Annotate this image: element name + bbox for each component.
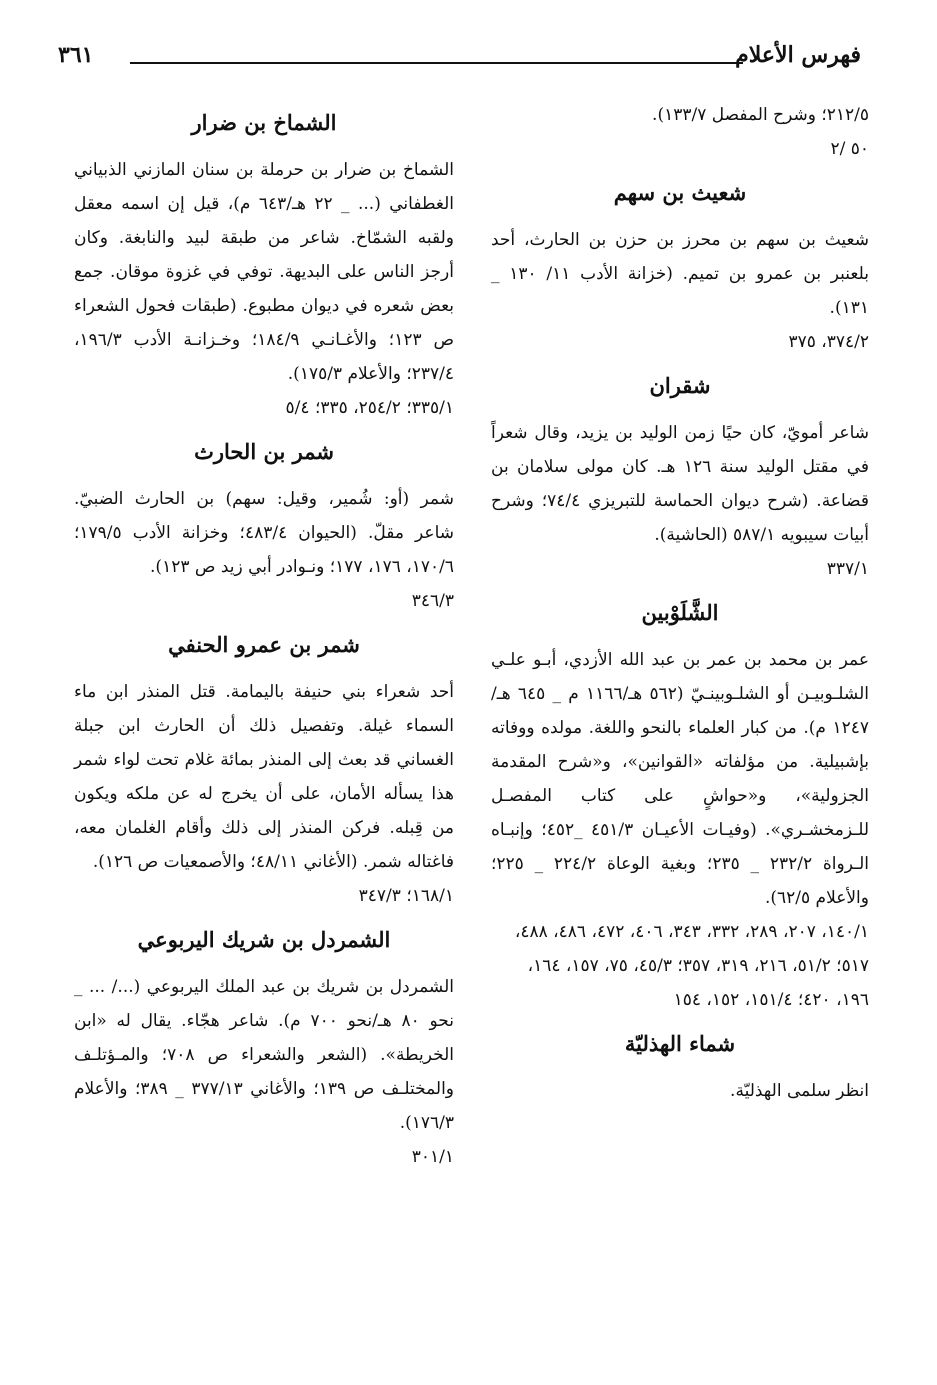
entry-text: الشماخ بن ضرار بن حرملة بن سنان المازني الذبياني الغطفاني (... _ ٢٢ هـ/٦٤٣ م)، قيل إن اسمه معقل ولقبه الشمّاخ. شاعر من طبقة لبيد والنابغة. وكان أرجز الناس على البديهة. توفي في غزوة موقان. جمع بعض شعره في ديوان مطبوع. (طبقات فحول الشعراء ص ١٢٣؛ والأغـانـي ١٨٤/٩؛ وخـزانـة الأدب ١٩٦/٣، ٢٣٧/٤؛ والأعلام ١٧٥/٣). bbox=[74, 160, 454, 384]
entry-shamir-ibn-al-harith bbox=[74, 439, 454, 618]
page-number: ٣٦١ bbox=[58, 42, 94, 68]
entry-continuation bbox=[491, 98, 869, 166]
entry-heading: الشماخ بن ضرار bbox=[191, 110, 337, 135]
entry-refs: ٥٠ /٢ bbox=[830, 139, 869, 159]
entry-heading: شقران bbox=[649, 373, 711, 398]
entry-text: شاعر أمويّ، كان حيًا زمن الوليد بن يزيد، وقال شعراً في مقتل الوليد سنة ١٢٦ هـ. كان مولى سلامان بن قضاعة. (شرح ديوان الحماسة للتبريزي ٧٤/٤؛ وشرح أبيات سيبويه ٥٨٧/١ (الحاشية). bbox=[491, 423, 870, 545]
entry-heading: الشَّلَوْبين bbox=[641, 600, 719, 625]
entry-text: انظر سلمى الهذليّة. bbox=[730, 1081, 869, 1101]
page-header bbox=[58, 42, 861, 76]
entry-heading: شماء الهذليّة bbox=[624, 1031, 736, 1056]
entry-text: شمر (أو: شُمير، وقيل: سهم) بن الحارث الضبيّ. شاعر مقلّ. (الحيوان ٤٨٣/٤؛ وخزانة الأدب ١٧٩/٥؛ ١٧٠/٦، ١٧٦، ١٧٧؛ ونـوادر أبي زيد ص ١٢٣). bbox=[74, 489, 454, 577]
entry-refs: ٣٠١/١ bbox=[411, 1147, 454, 1167]
entry-heading: شمر بن الحارث bbox=[194, 439, 334, 464]
entry-text: الشمردل بن شريك بن عبد الملك اليربوعي (.../ ... _ نحو ٨٠ هـ/نحو ٧٠٠ م). شاعر هجّاء. يقال له «ابن الخريطة». (الشعر والشعراء ص ٧٠٨؛ والمـؤتلـف والمختلـف ص ١٣٩؛ والأغاني ٣٧٧/١٣ _ ٣٨٩؛ والأعلام ١٧٦/٣). bbox=[74, 977, 455, 1133]
entry-shamardal-ibn-sharik bbox=[74, 927, 454, 1174]
entry-shuqran bbox=[491, 373, 869, 586]
entry-text: أحد شعراء بني حنيفة باليمامة. قتل المنذر ابن ماء السماء غيلة. وتفصيل ذلك أن الحارث ابن جبلة الغساني قد بعث إلى المنذر بمائة غلام تحت لواء شمر هذا يسأله الأمان، على أن يخرج له عن ملكه ويكون من قِبله. فركن المنذر إلى ذلك وأقام الغلمان معه، فاغتاله شمر. (الأغاني ٤٨/١١؛ والأصمعيات ص ١٢٦). bbox=[74, 682, 454, 872]
entry-text: عمر بن محمد بن عمر بن عبد الله الأزدي، أبـو علـي الشلـوبيـن أو الشلـوبينـيّ (٥٦٢ هـ/١١٦٦ م _ ٦٤٥ هـ/١٢٤٧ م). من كبار العلماء بالنحو واللغة. مولده ووفاته بإشبيلية. من مؤلفاته «القوانين»، و«شرح المقدمة الجزولية»، و«حواشٍ على كتاب المفصـل للـزمخشـري». (وفيـات الأعيـان ٤٥١/٣ _٤٥٢؛ وإنبـاه الـرواة ٢٣٢/٢ _ ٢٣٥؛ وبغية الوعاة ٢٢٤/٢ _ ٢٢٥؛ والأعلام ٦٢/٥). bbox=[491, 650, 870, 908]
entry-refs: ٣٣٥/١؛ ٢٥٤/٢، ٣٣٥؛ ٥/٤ bbox=[285, 398, 454, 418]
entry-shammakh-ibn-dirar bbox=[74, 110, 454, 425]
entry-refs: ٣٣٧/١ bbox=[826, 559, 869, 579]
running-title: فهرس الأعلام bbox=[735, 42, 861, 68]
entry-heading: الشمردل بن شريك اليربوعي bbox=[137, 927, 391, 952]
entry-refs: ١٦٨/١؛ ٣٤٧/٣ bbox=[358, 886, 454, 906]
entry-shuayth-ibn-sahm bbox=[491, 180, 869, 359]
entry-refs: ٣٤٦/٣ bbox=[411, 591, 454, 611]
entry-shamir-ibn-amr-al-hanafi bbox=[74, 632, 454, 913]
entry-shamma-al-hudhaliyya bbox=[491, 1031, 869, 1108]
left-column bbox=[74, 98, 454, 1188]
entry-shalawbin bbox=[491, 600, 869, 1017]
entry-text: ٢١٢/٥؛ وشرح المفصل ١٣٣/٧). bbox=[652, 105, 869, 125]
entry-heading: شعيث بن سهم bbox=[613, 180, 747, 205]
entry-refs: ٣٧٤/٢، ٣٧٥ bbox=[788, 332, 869, 352]
header-rule bbox=[130, 62, 743, 64]
entry-heading: شمر بن عمرو الحنفي bbox=[168, 632, 360, 657]
entry-refs: ١٤٠/١، ٢٠٧، ٢٨٩، ٣٣٢، ٣٤٣، ٤٠٦، ٤٧٢، ٤٨٦، ٤٨٨، ٥١٧؛ ٥١/٢، ٢١٦، ٣١٩، ٣٥٧؛ ٤٥/٣، ٧٥، ١٥٧، ١٦٤، ١٩٦، ٤٢٠؛ ١٥١/٤، ١٥٢، ١٥٤ bbox=[514, 922, 869, 1010]
entry-text: شعيث بن سهم بن محرز بن حزن بن الحارث، أحد بلعنبر بن عمرو بن تميم. (خزانة الأدب ١١/ ١٣٠ _ ١٣١). bbox=[491, 230, 869, 318]
right-column bbox=[491, 98, 869, 1122]
